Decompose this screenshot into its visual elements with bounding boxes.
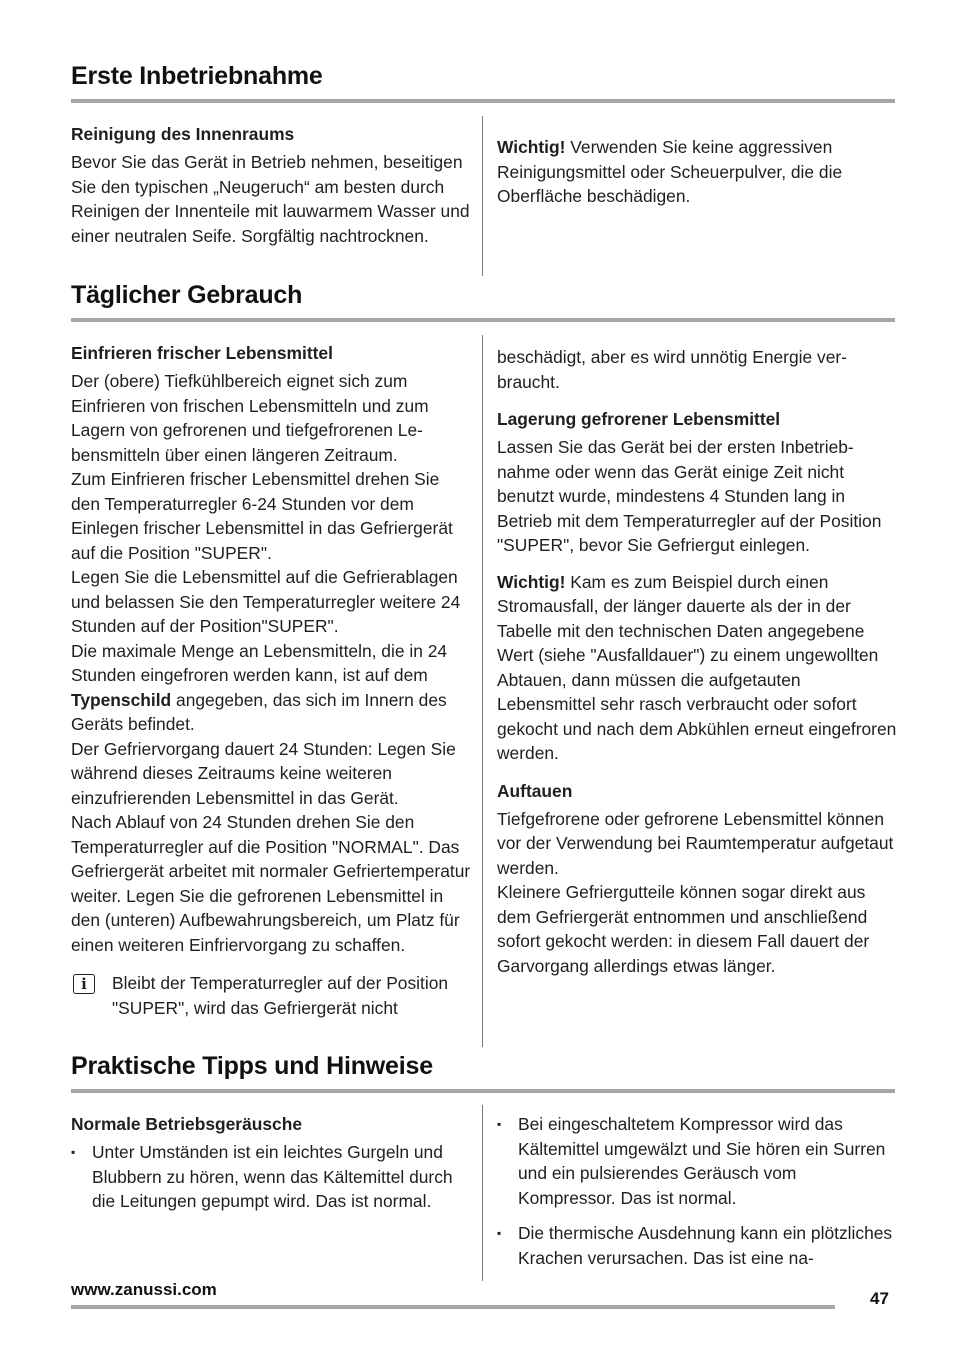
paragraph-einfrieren-4 xyxy=(71,639,471,737)
section-title-praktische-tipps: Praktische Tipps und Hinweise xyxy=(71,1052,433,1080)
section1-left-column xyxy=(71,122,471,248)
warning-text: Verwenden Sie keine aggressiven Reinigungsmittel oder Scheuerpulver, die die Oberfläche beschädigen. xyxy=(497,137,843,206)
section-rule xyxy=(71,318,895,322)
subheading-auftauen: Auftauen xyxy=(497,780,573,801)
footer-rule xyxy=(71,1305,835,1309)
warning-label: Wichtig! xyxy=(497,137,566,157)
info-icon: i xyxy=(73,974,95,994)
section2-right-column xyxy=(497,345,897,978)
page-number: 47 xyxy=(870,1289,889,1308)
list-item: ▪ Die thermische Ausdehnung kann ein plötzliches Krachen verursachen. Das ist eine na- xyxy=(497,1221,897,1270)
warning-text: Kam es zum Beispiel durch einen Stromausfall, der länger dauerte als der in der Tabelle mit den technischen Daten angegebene Wert (siehe "Ausfalldauer") zu einem ungewollten Abtauen, dann müssen die aufgetauten Lebensmittel sehr rasch verbraucht oder sofort gekocht und nach dem Abkühlen erneut eingefroren werden. xyxy=(497,571,897,763)
paragraph-reinigung: Bevor Sie das Gerät in Betrieb nehmen, beseitigen Sie den typischen „Neugeruch“ am besten durch Reinigen der Innenteile mit lauwarmem Wasser und einer neutralen Seife. Sorgfältig nachtrocknen. xyxy=(71,152,470,246)
paragraph-continuation: beschädigt, aber es wird unnötig Energie verbraucht. xyxy=(497,347,847,392)
section-rule xyxy=(71,1089,895,1093)
info-note-text: Bleibt der Temperaturregler auf der Position "SUPER", wird das Gefriergerät nicht xyxy=(112,973,449,1018)
section-title-taeglicher-gebrauch: Täglicher Gebrauch xyxy=(71,281,303,309)
subheading-betriebsgeraeusche: Normale Betriebsgeräusche xyxy=(71,1114,303,1134)
bullet-list xyxy=(497,1112,897,1270)
text-span: angegeben, das sich im Innern des Geräts befindet. xyxy=(71,689,447,734)
paragraph-lagerung: Lassen Sie das Gerät bei der ersten Inbetriebnahme oder wenn das Gerät einige Zeit nicht benutzt wurde, mindestens 4 Stunden lang in Betrieb mit dem Temperaturregler auf der Position "SUPER", bevor Sie Gefriergut einlegen. xyxy=(497,437,882,555)
section2-left-column xyxy=(71,341,471,1020)
section3-left-column xyxy=(71,1112,471,1225)
section-rule xyxy=(71,99,895,103)
warning-paragraph xyxy=(497,570,897,766)
paragraph-auftauen-1: Tiefgefrorene oder gefrorene Lebensmittel können vor der Verwendung bei Raumtemperatur aufgetaut werden. xyxy=(497,808,894,878)
column-divider xyxy=(482,116,483,276)
subheading-lagerung: Lagerung gefrorener Lebensmittel xyxy=(497,409,781,429)
info-note xyxy=(71,971,471,1020)
warning-label: Wichtig! xyxy=(497,571,566,592)
paragraph-einfrieren-1: Der (obere) Tiefkühlbereich eignet sich zum Einfrieren von frischen Lebensmitteln und zum Lagern von gefrorenen und tiefgefrorenen Lebensmitteln über einen längeren Zeitraum. xyxy=(71,371,429,465)
paragraph-einfrieren-6: Nach Ablauf von 24 Stunden drehen Sie den Temperaturregler auf die Position "NORMAL". Das Gefriergerät arbeitet mit normaler Gefriertemperatur weiter. Legen Sie die gefrorenen Lebensmittel in den (unteren) Aufbewahrungsbereich, um Platz für einen weiteren Einfriervorgang zu schaffen. xyxy=(71,812,471,955)
section3-right-column xyxy=(497,1112,897,1281)
paragraph-einfrieren-3: Legen Sie die Lebensmittel auf die Gefrierablagen und belassen Sie den Temperaturregler weitere 24 Stunden auf der Position"SUPER". xyxy=(71,567,461,636)
list-item: ▪ Bei eingeschaltetem Kompressor wird das Kältemittel umgewälzt und Sie hören ein Surren und ein pulsierendes Geräusch vom Kompressor. Das ist normal. xyxy=(497,1112,897,1210)
section-title-erste-inbetriebnahme: Erste Inbetriebnahme xyxy=(71,62,323,90)
typenschild-bold: Typenschild xyxy=(71,689,172,710)
column-divider xyxy=(482,1105,483,1281)
column-divider xyxy=(482,335,483,1047)
paragraph-auftauen-2: Kleinere Gefriergutteile können sogar direkt aus dem Gefriergerät entnommen und anschließend sofort gekocht werden: in diesem Fall dauert der Garvorgang allerdings etwas länger. xyxy=(497,882,870,976)
text-span: Die maximale Menge an Lebensmitteln, die in 24 Stunden eingefroren werden kann, ist auf dem xyxy=(71,640,448,685)
footer-website-url: www.zanussi.com xyxy=(71,1280,217,1299)
warning-paragraph xyxy=(497,135,897,209)
subheading-reinigung: Reinigung des Innenraums xyxy=(71,124,295,144)
section1-right-column xyxy=(497,135,897,209)
paragraph-einfrieren-2: Zum Einfrieren frischer Lebensmittel drehen Sie den Temperaturregler 6-24 Stunden vor dem Einlegen frischer Lebensmittel in das Gefriergerät auf die Position "SUPER". xyxy=(71,469,453,563)
bullet-list xyxy=(71,1140,471,1214)
paragraph-einfrieren-5: Der Gefriervorgang dauert 24 Stunden: Legen Sie während dieses Zeitraums keine weiteren einzufrierenden Lebensmittel in das Gerät. xyxy=(71,738,456,808)
list-item: ▪ Unter Umständen ist ein leichtes Gurgeln und Blubbern zu hören, wenn das Kältemittel durch die Leitungen gepumpt wird. Das ist normal. xyxy=(71,1140,471,1214)
subheading-einfrieren: Einfrieren frischer Lebensmittel xyxy=(71,343,333,363)
